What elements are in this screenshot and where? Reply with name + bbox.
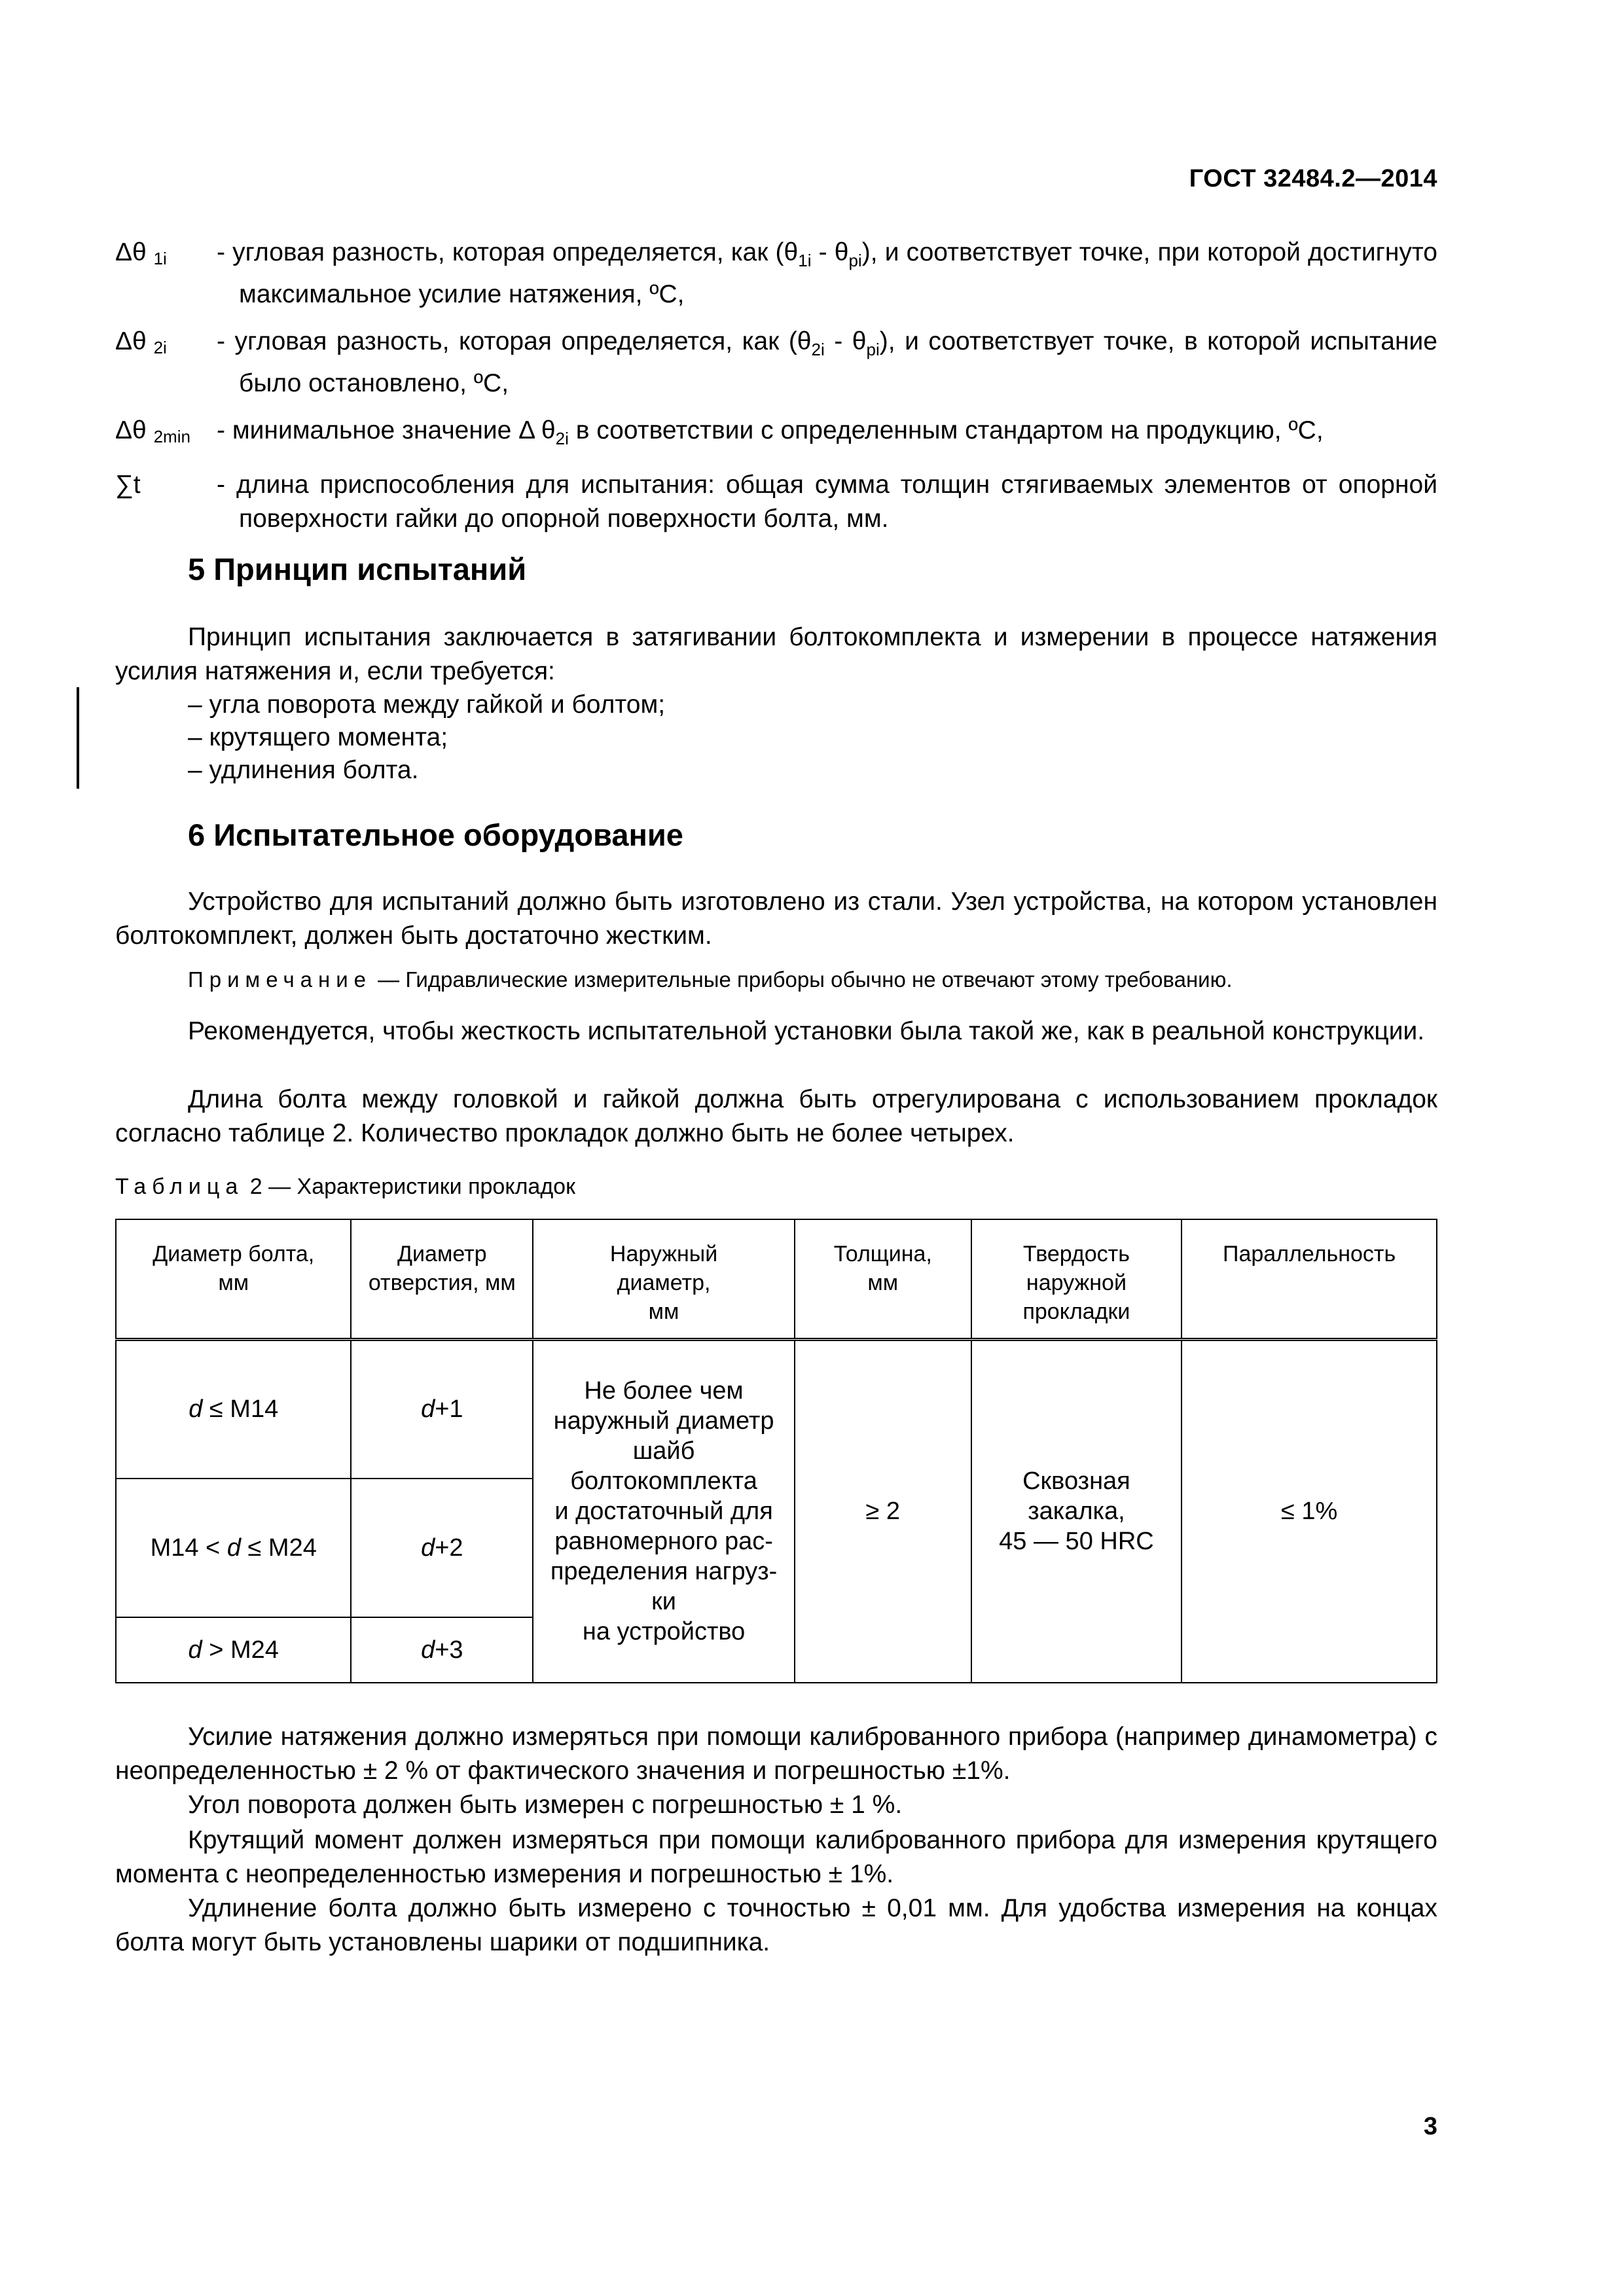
header-bolt-diameter: Диаметр болта, мм	[116, 1219, 351, 1340]
definition-symbol: Δθ $_{2min}$	[115, 416, 190, 446]
section-6-paragraph: Устройство для испытаний должно быть изготовлено из стали. Узел устройства, на котором установлен болтокомплект, должен быть достаточно жестким.	[115, 888, 1437, 950]
list-item: – крутящего момента;	[188, 723, 448, 751]
header-parallelism: Параллельность	[1182, 1219, 1437, 1340]
definition-text: - угловая разность, которая определяется, как $(\theta_{2i} - \theta_{pi})$, и соответствует точке, в которой испытание было остановлено, ºC,	[217, 327, 1437, 397]
note	[188, 967, 1233, 992]
hardness-cell: Сквозная закалка, 45 — 50 HRC	[971, 1340, 1182, 1683]
section-6-paragraph: Угол поворота должен быть измерен с погрешностью ± 1 %.	[188, 1791, 903, 1819]
header-hole-diameter: Диаметр отверстия, мм	[351, 1219, 533, 1340]
hole-diameter-cell: d+1	[351, 1340, 533, 1479]
section-5-list	[188, 689, 665, 787]
table-caption: Таблица 2 — Характеристики прокладок	[115, 1174, 575, 1199]
list-item: – угла поворота между гайкой и болтом;	[188, 691, 666, 719]
parallelism-cell: ≤ 1%	[1182, 1340, 1437, 1683]
revision-change-bar	[77, 687, 79, 789]
definition-symbol: ∑t	[115, 471, 141, 499]
definition-row	[115, 414, 1437, 456]
header-thickness: Толщина, мм	[795, 1219, 971, 1340]
section-6-paragraph: Рекомендуется, чтобы жесткость испытательной установки была такой же, как в реальной конструкции.	[188, 1017, 1425, 1045]
definition-row	[115, 468, 1437, 536]
hole-diameter-cell: d+3	[351, 1617, 533, 1683]
section-6-paragraph: Удлинение болта должно быть измерено с точностью ± 0,01 мм. Для удобства измерения на концах болта могут быть установлены шарики от подшипника.	[115, 1894, 1437, 1956]
section-6-paragraph: Крутящий момент должен измеряться при помощи калиброванного прибора для измерения крутящего момента с неопределенностью измерения и погрешностью ± 1%.	[115, 1826, 1437, 1888]
section-6-paragraph: Усилие натяжения должно измеряться при помощи калиброванного прибора (например динамометра) с неопределенностью ± 2 % от фактического значения и погрешностью ±1%.	[115, 1723, 1437, 1785]
bolt-diameter-cell: M14 < d ≤ M24	[116, 1479, 351, 1617]
definition-text: - угловая разность, которая определяется, как $(\theta_{1i} - \theta_{pi})$, и соответствует точке, при которой достигнуто максимальное усилие натяжения, ºC,	[217, 238, 1437, 308]
symbol-definitions	[115, 236, 1437, 549]
definition-symbol: Δθ $_{1i}$	[115, 238, 167, 268]
document-id: ГОСТ 32484.2—2014	[1189, 165, 1437, 192]
list-item: – удлинения болта.	[188, 756, 419, 784]
section-6-paragraph: Длина болта между головкой и гайкой должна быть отрегулирована с использованием прокладок согласно таблице 2. Количество прокладок должно быть не более четырех.	[115, 1085, 1437, 1147]
table-row	[116, 1340, 1437, 1479]
bolt-diameter-cell: d > M24	[116, 1617, 351, 1683]
bolt-diameter-cell: d ≤ M14	[116, 1340, 351, 1479]
definition-symbol: Δθ $_{2i}$	[115, 327, 167, 357]
header-outer-diameter: Наружный диаметр, мм	[533, 1219, 795, 1340]
definition-row	[115, 325, 1437, 401]
header-hardness: Твердость наружной прокладки	[971, 1219, 1182, 1340]
hole-diameter-cell: d+2	[351, 1479, 533, 1617]
table-header-row	[116, 1219, 1437, 1340]
section-6-title: 6 Испытательное оборудование	[188, 817, 683, 852]
note-text: — Гидравлические измерительные приборы обычно не отвечают этому требованию.	[372, 967, 1233, 992]
section-5-intro: Принцип испытания заключается в затягивании болтокомплекта и измерении в процессе натяжения усилия натяжения и, если требуется:	[115, 623, 1437, 685]
thickness-cell: ≥ 2	[795, 1340, 971, 1683]
note-label: Примечание	[188, 967, 372, 992]
section-5-title: 5 Принцип испытаний	[188, 552, 527, 586]
definition-text: - минимальное значение Δ $\theta_{2i}$ в соответствии с определенным стандартом на продукцию, ºC,	[217, 416, 1324, 448]
outer-diameter-cell: Не более чем наружный диаметр шайб болтокомплекта и достаточный для равномерного рас- пределения нагруз- ки на устройство	[533, 1340, 795, 1683]
definition-row	[115, 236, 1437, 312]
definition-text: - длина приспособления для испытания: общая сумма толщин стягиваемых элементов от опорной поверхности гайки до опорной поверхности болта, мм.	[217, 471, 1437, 533]
washer-characteristics-table	[115, 1219, 1437, 1683]
page-number: 3	[1423, 2113, 1437, 2140]
